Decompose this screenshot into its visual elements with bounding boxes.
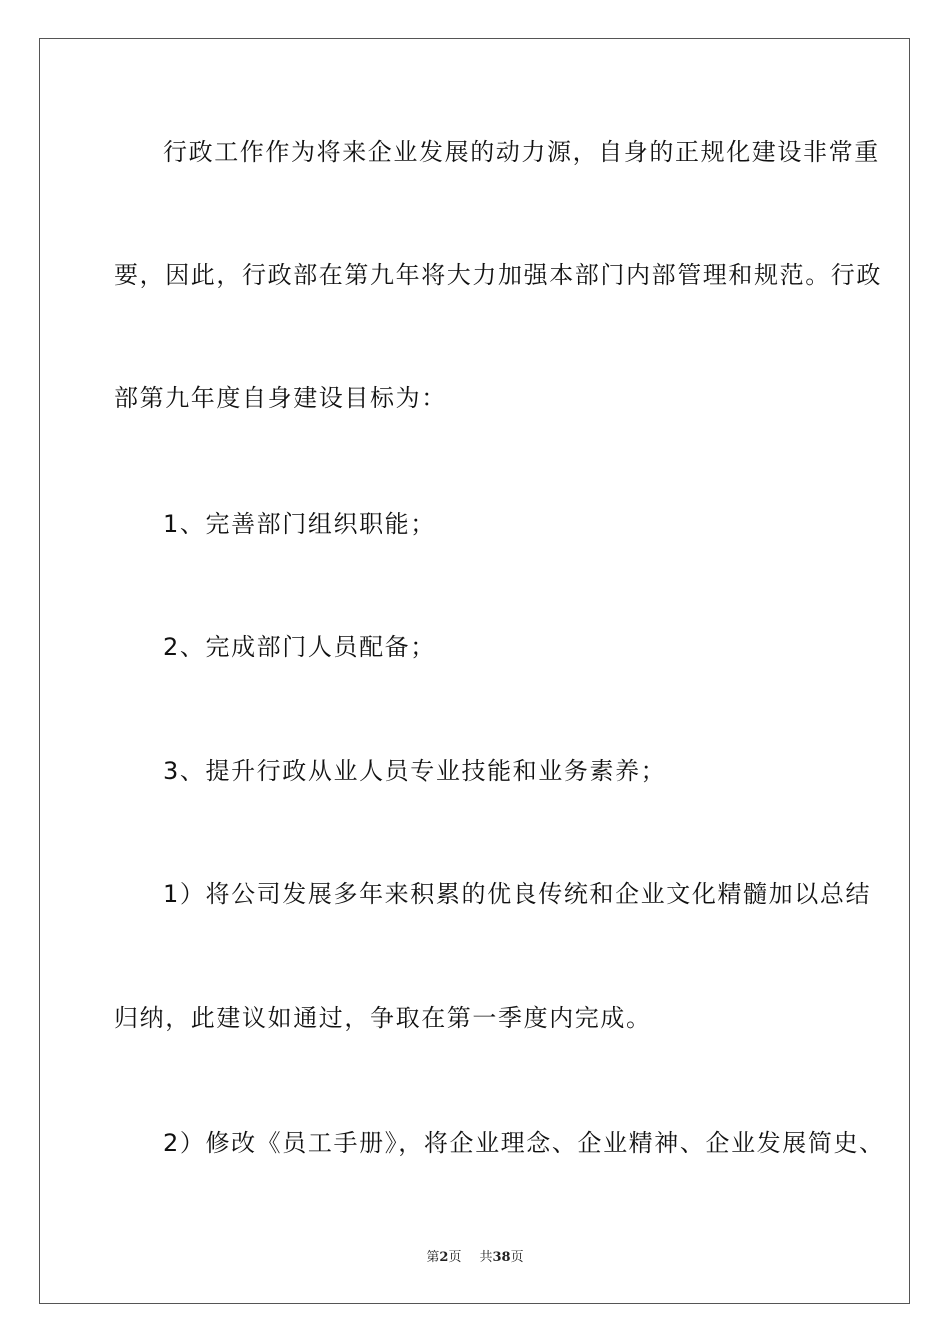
total-suffix: 页: [510, 1250, 524, 1265]
list-item: 3、提升行政从业人员专业技能和业务素养；: [163, 757, 667, 785]
paragraph-line: 部第九年度自身建设目标为：: [114, 384, 447, 412]
paragraph-line: 归纳，此建议如通过，争取在第一季度内完成。: [114, 1004, 652, 1032]
paragraph-line: 2）修改《员工手册》，将企业理念、企业精神、企业发展简史、: [163, 1129, 885, 1157]
list-item: 1、完善部门组织职能；: [163, 510, 436, 538]
list-item: 2、完成部门人员配备；: [163, 633, 436, 661]
paragraph-line: 1）将公司发展多年来积累的优良传统和企业文化精髓加以总结: [163, 880, 872, 908]
total-pages: 38: [492, 1250, 511, 1265]
page-prefix: 第: [426, 1250, 440, 1265]
page-number: 2: [439, 1250, 449, 1265]
total-prefix: 共: [479, 1250, 493, 1265]
page-footer: [0, 1246, 950, 1265]
page-border: [39, 38, 910, 1304]
paragraph-line: 要，因此，行政部在第九年将大力加强本部门内部管理和规范。行政: [114, 261, 882, 289]
page-suffix: 页: [448, 1250, 462, 1265]
paragraph-line: 行政工作作为将来企业发展的动力源，自身的正规化建设非常重: [163, 138, 880, 166]
